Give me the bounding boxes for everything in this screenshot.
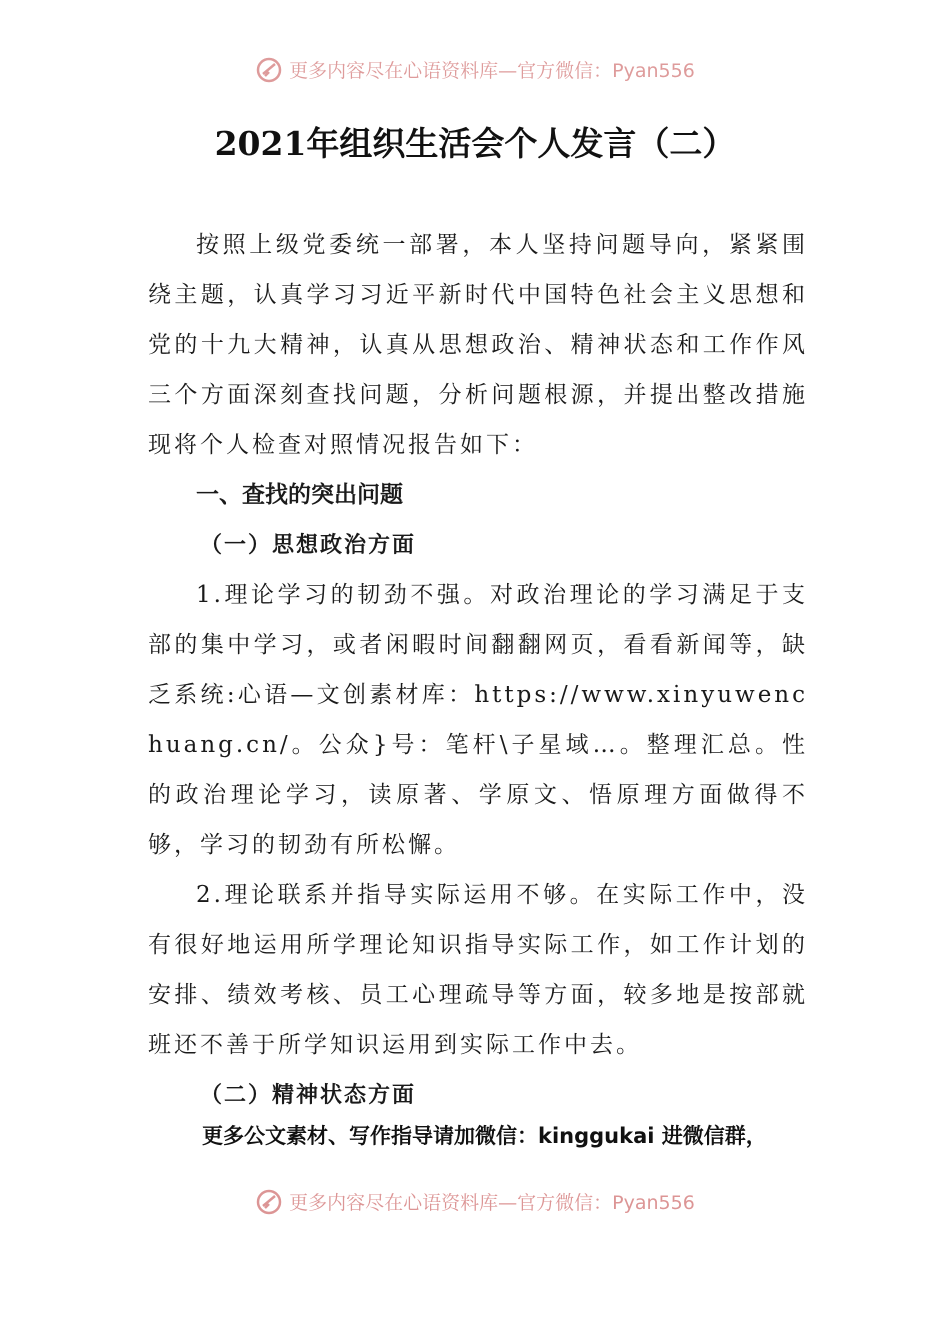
item-paragraph-2: 2.理论联系并指导实际运用不够。在实际工作中，没有很好地运用所学理论知识指导实际工作，如工作计划的安排、绩效考核、员工心理疏导等方面，较多地是按部就班还不善于所学知识运用到实际工作中去。 [148, 882, 808, 1058]
item-paragraph-1: 1.理论学习的韧劲不强。对政治理论的学习满足于支部的集中学习，或者闲暇时间翻翻网页，看看新闻等，缺乏系统:心语—文创素材库：https://www.xinyuwenchuang.cn/。公众}号：笔杆\子星域…。整理汇总。性的政治理论学习，读原著、学原文、悟原理方面做得不够，学习的韧劲有所松懈。 [148, 582, 808, 858]
document-body [148, 220, 808, 1120]
watermark-code: Pyan556 [612, 60, 695, 82]
subsection-heading-1: （一）思想政治方面 [200, 532, 417, 558]
intro-paragraph: 按照上级党委统一部署，本人坚持问题导向，紧紧围绕主题，认真学习习近平新时代中国特色社会主义思想和党的十九大精神，认真从思想政治、精神状态和工作作风三个方面深刻查找问题，分析问题根源，并提出整改措施现将个人检查对照情况报告如下： [148, 232, 808, 458]
watermark-bottom [0, 1188, 950, 1216]
watermark-logo-icon [255, 1188, 283, 1216]
ad-line: 更多公文素材、写作指导请加微信：kinggukai 进微信群， [202, 1124, 767, 1148]
watermark-code: Pyan556 [612, 1192, 695, 1214]
section-heading-1: 一、查找的突出问题 [196, 482, 403, 508]
watermark-text: 更多内容尽在心语资料库—官方微信： [289, 1192, 613, 1214]
subsection-heading-2: （二）精神状态方面 [200, 1082, 417, 1108]
document-title: 2021年组织生活会个人发言（二） [214, 124, 736, 163]
watermark-top [0, 56, 950, 84]
watermark-text: 更多内容尽在心语资料库—官方微信： [289, 60, 613, 82]
watermark-logo-icon [255, 56, 283, 84]
